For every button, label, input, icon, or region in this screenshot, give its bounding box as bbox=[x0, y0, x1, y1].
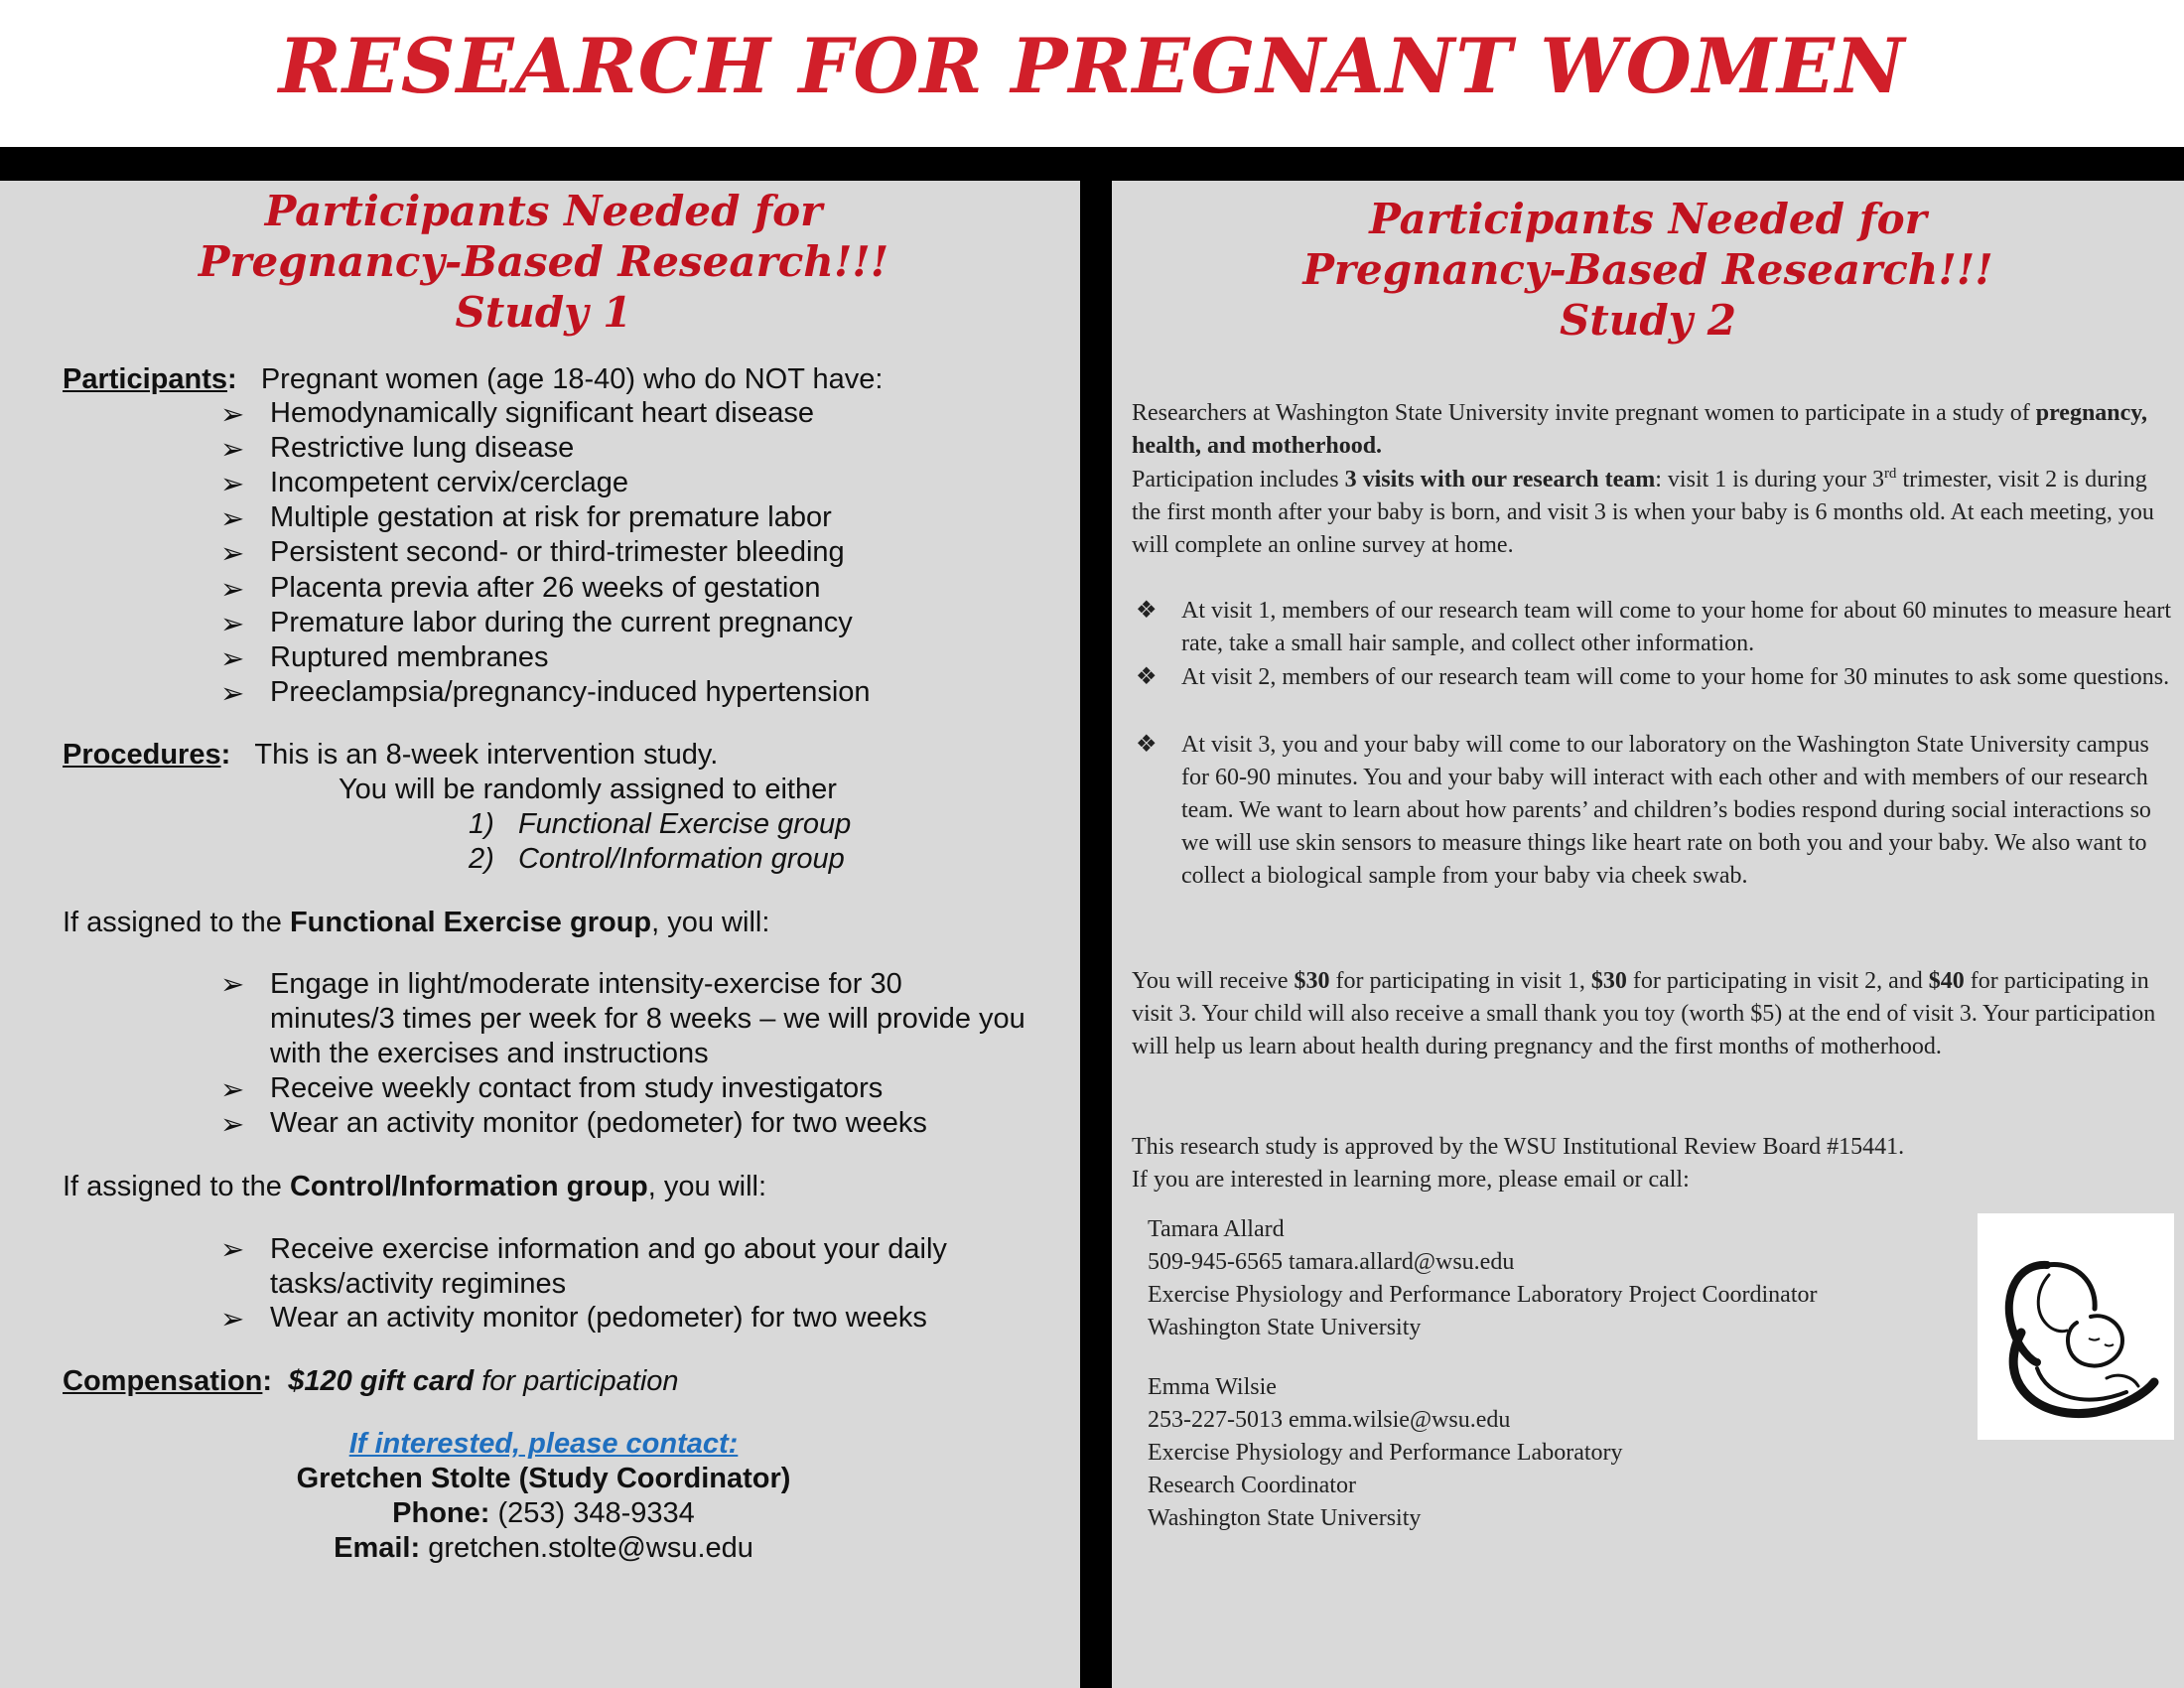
control-item: ➢ Receive exercise information and go about your daily tasks/activity regimines bbox=[220, 1233, 947, 1300]
contact-role: Exercise Physiology and Performance Laboratory bbox=[1148, 1440, 1623, 1466]
arrowhead-bullet-icon: ➢ bbox=[220, 434, 245, 466]
diamond-cluster-bullet-icon: ❖ bbox=[1136, 664, 1158, 690]
contact-org: Washington State University bbox=[1148, 1505, 1422, 1531]
arrowhead-bullet-icon: ➢ bbox=[220, 538, 245, 570]
compensation-line: Compensation: $120 gift card for participation bbox=[63, 1365, 679, 1397]
study2-heading bbox=[1112, 194, 2184, 346]
contact-role: Research Coordinator bbox=[1148, 1473, 1356, 1498]
exercise-item: ➢ Engage in light/moderate intensity-exercise for 30 minutes/3 times per week for 8 weeks – we will provide you with the exercises and instructions bbox=[220, 968, 1025, 1069]
contact-phone: Phone: (253) 348-9334 bbox=[392, 1497, 695, 1529]
arrowhead-bullet-icon: ➢ bbox=[220, 503, 245, 535]
contact-email: Email: gretchen.stolte@wsu.edu bbox=[334, 1532, 753, 1564]
arrowhead-bullet-icon: ➢ bbox=[220, 969, 245, 1001]
control-group-heading: If assigned to the Control/Information group, you will: bbox=[63, 1171, 767, 1202]
study2-heading-line3: Study 2 bbox=[1560, 296, 1736, 345]
contact-card bbox=[1148, 1213, 2041, 1344]
arrowhead-bullet-icon: ➢ bbox=[220, 609, 245, 640]
mother-and-baby-icon bbox=[1978, 1213, 2174, 1440]
procedures-label: Procedures bbox=[63, 739, 221, 771]
group-option: 1) Functional Exercise group bbox=[469, 808, 852, 840]
contact-link[interactable]: If interested, please contact: bbox=[348, 1428, 739, 1460]
visits-paragraph: Participation includes 3 visits with our research team: visit 1 is during your 3rd trimester, visit 2 is during the first month after your baby is born, and visit 3 is when your baby is 6 months old. At each meeting, you will complete an online survey at home. bbox=[1132, 466, 2154, 558]
participants-label: Participants bbox=[63, 363, 227, 395]
study1-panel: Participants Needed for Pregnancy-Based Research!!! Study 1 Participants: Pregnant women (age 18-40) who do NOT have: ➢ Hemodynamically significant heart disease ➢ Restrictive lung disease ➢ Incompetent cervix/cerclage ➢ Multiple gestation at risk for premature labor ➢ Persistent second- or third-trimester bleeding ➢ Placenta previa after 26 weeks of gestation ➢ Premature labor during the current pregnancy ➢ Ruptured membranes ➢ Preeclampsia/pregnancy-induced hypertension Procedures: This is an 8-week intervention study. You will be randomly assigned to either 1) Functional Exercise group 2) Control/Information group If assigned to the Functional Exercise group, you will: ➢ Engage in light/moderate intensity-exercise for 30 minutes/3 times per week for 8 weeks – we will provide you with the exercises and instructions ➢ Receive weekly contact from study investigators ➢ Wear an activity monitor (pedometer) for two weeks If assigned to the Control/Information group, you will: ➢ Receive exercise information and go about your daily tasks/activity regimines ➢ Wear an activity monitor (pedometer) for two weeks Compensation: $120 gift card for participation If interested, please contact: Gretchen Stolte (Study Coordinator) Phone: (253) 348-9334 Email: gretchen.stolte@wsu.edu bbox=[0, 181, 1080, 1688]
study1-heading-line1: Participants Needed for bbox=[264, 187, 823, 235]
contact-name: Emma Wilsie bbox=[1148, 1374, 1277, 1400]
procedures-assign: You will be randomly assigned to either bbox=[339, 774, 837, 805]
diamond-cluster-bullet-icon: ❖ bbox=[1136, 732, 1158, 758]
contact-phone-email[interactable]: 509-945-6565 tamara.allard@wsu.edu bbox=[1148, 1249, 1515, 1275]
procedures-text: This is an 8-week intervention study. bbox=[254, 739, 719, 771]
contact-name: Tamara Allard bbox=[1148, 1216, 1285, 1242]
participants-intro: Pregnant women (age 18-40) who do NOT have: bbox=[260, 363, 884, 395]
irb-line: This research study is approved by the WSU Institutional Review Board #15441. bbox=[1132, 1134, 1905, 1160]
irb-line: If you are interested in learning more, please email or call: bbox=[1132, 1167, 1690, 1193]
visit-item: ❖ At visit 1, members of our research team will come to your home for about 60 minutes to measure heart rate, take a small hair sample, and collect other information. bbox=[1132, 595, 2174, 660]
contact-org: Washington State University bbox=[1148, 1315, 1422, 1340]
study2-heading-line2: Pregnancy-Based Research!!! bbox=[1302, 245, 1993, 294]
center-divider-bar bbox=[1080, 181, 1112, 1688]
compensation-label: Compensation bbox=[63, 1365, 263, 1397]
arrowhead-bullet-icon: ➢ bbox=[220, 643, 245, 675]
top-divider-bar bbox=[0, 147, 2184, 181]
study2-panel bbox=[1112, 181, 2184, 1688]
arrowhead-bullet-icon: ➢ bbox=[220, 678, 245, 710]
irb-paragraph bbox=[1132, 1131, 2164, 1196]
visit-item: ❖ At visit 2, members of our research team will come to your home for 30 minutes to ask some questions. bbox=[1132, 661, 2174, 694]
page-title: RESEARCH FOR PREGNANT WOMEN bbox=[278, 22, 1906, 110]
study1-heading-line2: Pregnancy-Based Research!!! bbox=[198, 237, 889, 286]
study1-heading-line3: Study 1 bbox=[455, 288, 632, 337]
exercise-group-heading: If assigned to the Functional Exercise group, you will: bbox=[63, 907, 770, 938]
compensation-amount: $120 gift card bbox=[288, 1365, 475, 1397]
participants-line: Participants: Pregnant women (age 18-40) who do NOT have: bbox=[63, 363, 884, 395]
arrowhead-bullet-icon: ➢ bbox=[220, 1109, 245, 1141]
study2-heading-line1: Participants Needed for bbox=[1369, 195, 1927, 243]
contact-phone-email[interactable]: 253-227-5013 emma.wilsie@wsu.edu bbox=[1148, 1407, 1511, 1433]
study1-heading bbox=[0, 186, 1080, 338]
payment-paragraph: You will receive $30 for participating in visit 1, $30 for participating in visit 2, and $40 for participating in visit 3. Your child will also receive a small thank you toy (worth $5) at the end of visit 3. Your participation will help us learn about health during pregnancy and the first months of motherhood. bbox=[1132, 968, 2156, 1059]
contact-card bbox=[1148, 1371, 2041, 1535]
arrowhead-bullet-icon: ➢ bbox=[220, 1074, 245, 1106]
arrowhead-bullet-icon: ➢ bbox=[220, 469, 245, 500]
visit-item: ❖ At visit 3, you and your baby will come to our laboratory on the Washington State University campus for 60-90 minutes. You and your baby will interact with each other and with members of our research team. We want to learn about how parents’ and children’s bodies respond during social interactions so we will use skin sensors to measure things like heart rate on both you and your baby. We also want to collect a biological sample from your baby via cheek swab. bbox=[1132, 729, 2174, 893]
intro-paragraph: Researchers at Washington State University invite pregnant women to participate in a study of pregnancy, health, and motherhood. bbox=[1132, 400, 2147, 459]
procedures-line: Procedures: This is an 8-week intervention study. bbox=[63, 739, 719, 771]
contact-name: Gretchen Stolte (Study Coordinator) bbox=[296, 1463, 791, 1494]
arrowhead-bullet-icon: ➢ bbox=[220, 1304, 245, 1336]
contact-role: Exercise Physiology and Performance Laboratory Project Coordinator bbox=[1148, 1282, 1818, 1308]
diamond-cluster-bullet-icon: ❖ bbox=[1136, 598, 1158, 624]
arrowhead-bullet-icon: ➢ bbox=[220, 574, 245, 606]
arrowhead-bullet-icon: ➢ bbox=[220, 1234, 245, 1266]
group-option: 2) Control/Information group bbox=[469, 843, 845, 875]
arrowhead-bullet-icon: ➢ bbox=[220, 399, 245, 431]
